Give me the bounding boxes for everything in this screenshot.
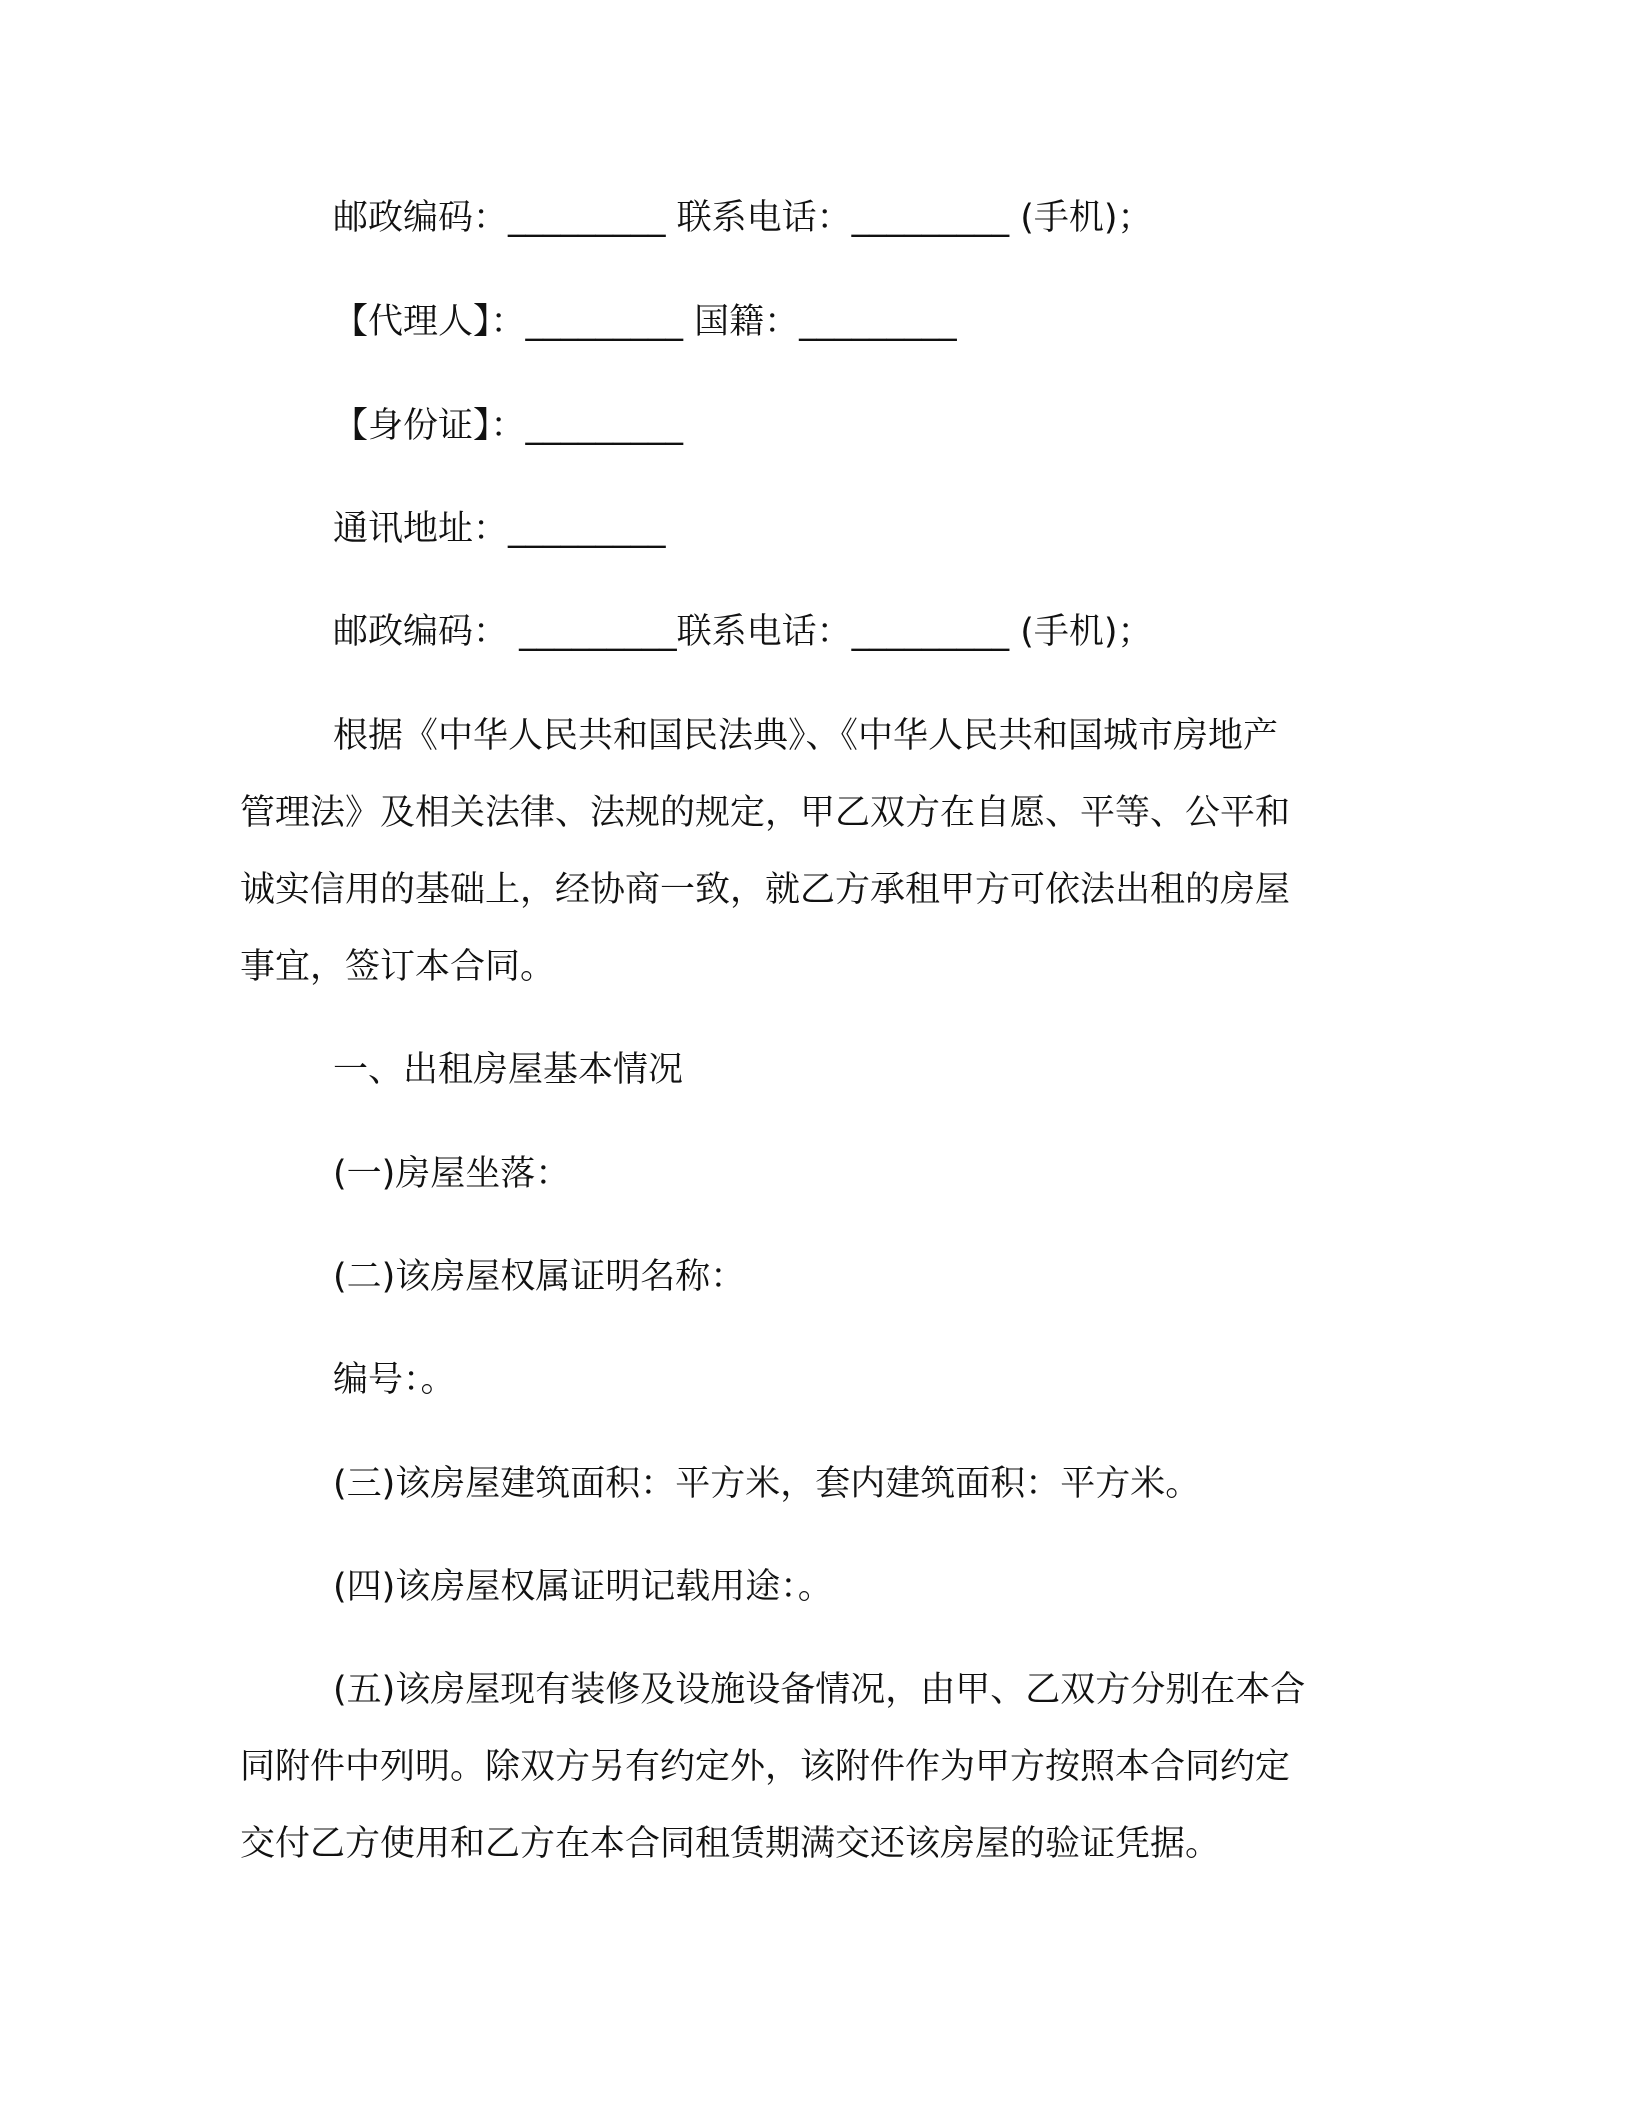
- paragraph-basis-line-1: 根据《中华人民共和国民法典》、《中华人民共和国城市房地产: [333, 716, 1279, 756]
- paragraph-basis-line-4: 事宜，签订本合同。: [240, 947, 556, 987]
- item-5-line-3: 交付乙方使用和乙方在本合同租赁期满交还该房屋的验证凭据。: [240, 1824, 1221, 1864]
- item-5-line-2: 同附件中列明。除双方另有约定外，该附件作为甲方按照本合同约定: [240, 1747, 1291, 1787]
- address-line: 通讯地址：_________: [333, 509, 666, 549]
- section-heading: 一、出租房屋基本情况: [333, 1050, 684, 1090]
- paragraph-basis-line-2: 管理法》及相关法律、法规的规定，甲乙双方在自愿、平等、公平和: [240, 793, 1291, 833]
- paragraph-basis-line-3: 诚实信用的基础上，经协商一致，就乙方承租甲方可依法出租的房屋: [240, 870, 1291, 910]
- id-card-line: 【身份证】：_________: [333, 406, 684, 446]
- item-1-location: (一)房屋坐落：: [333, 1154, 571, 1194]
- postal-code-line-1: 邮政编码：_________ 联系电话：_________ (手机)；: [333, 198, 1153, 238]
- item-4-usage: (四)该房屋权属证明记载用途：。: [333, 1567, 833, 1607]
- item-3-area: (三)该房屋建筑面积：平方米，套内建筑面积：平方米。: [333, 1464, 1201, 1504]
- item-number: 编号：。: [333, 1360, 456, 1400]
- item-2-certificate-name: (二)该房屋权属证明名称：: [333, 1257, 746, 1297]
- item-5-line-1: (五)该房屋现有装修及设施设备情况，由甲、乙双方分别在本合: [333, 1670, 1306, 1710]
- postal-code-line-2: 邮政编码： _________联系电话：_________ (手机)；: [333, 612, 1153, 652]
- agent-line: 【代理人】：_________ 国籍：_________: [333, 302, 957, 342]
